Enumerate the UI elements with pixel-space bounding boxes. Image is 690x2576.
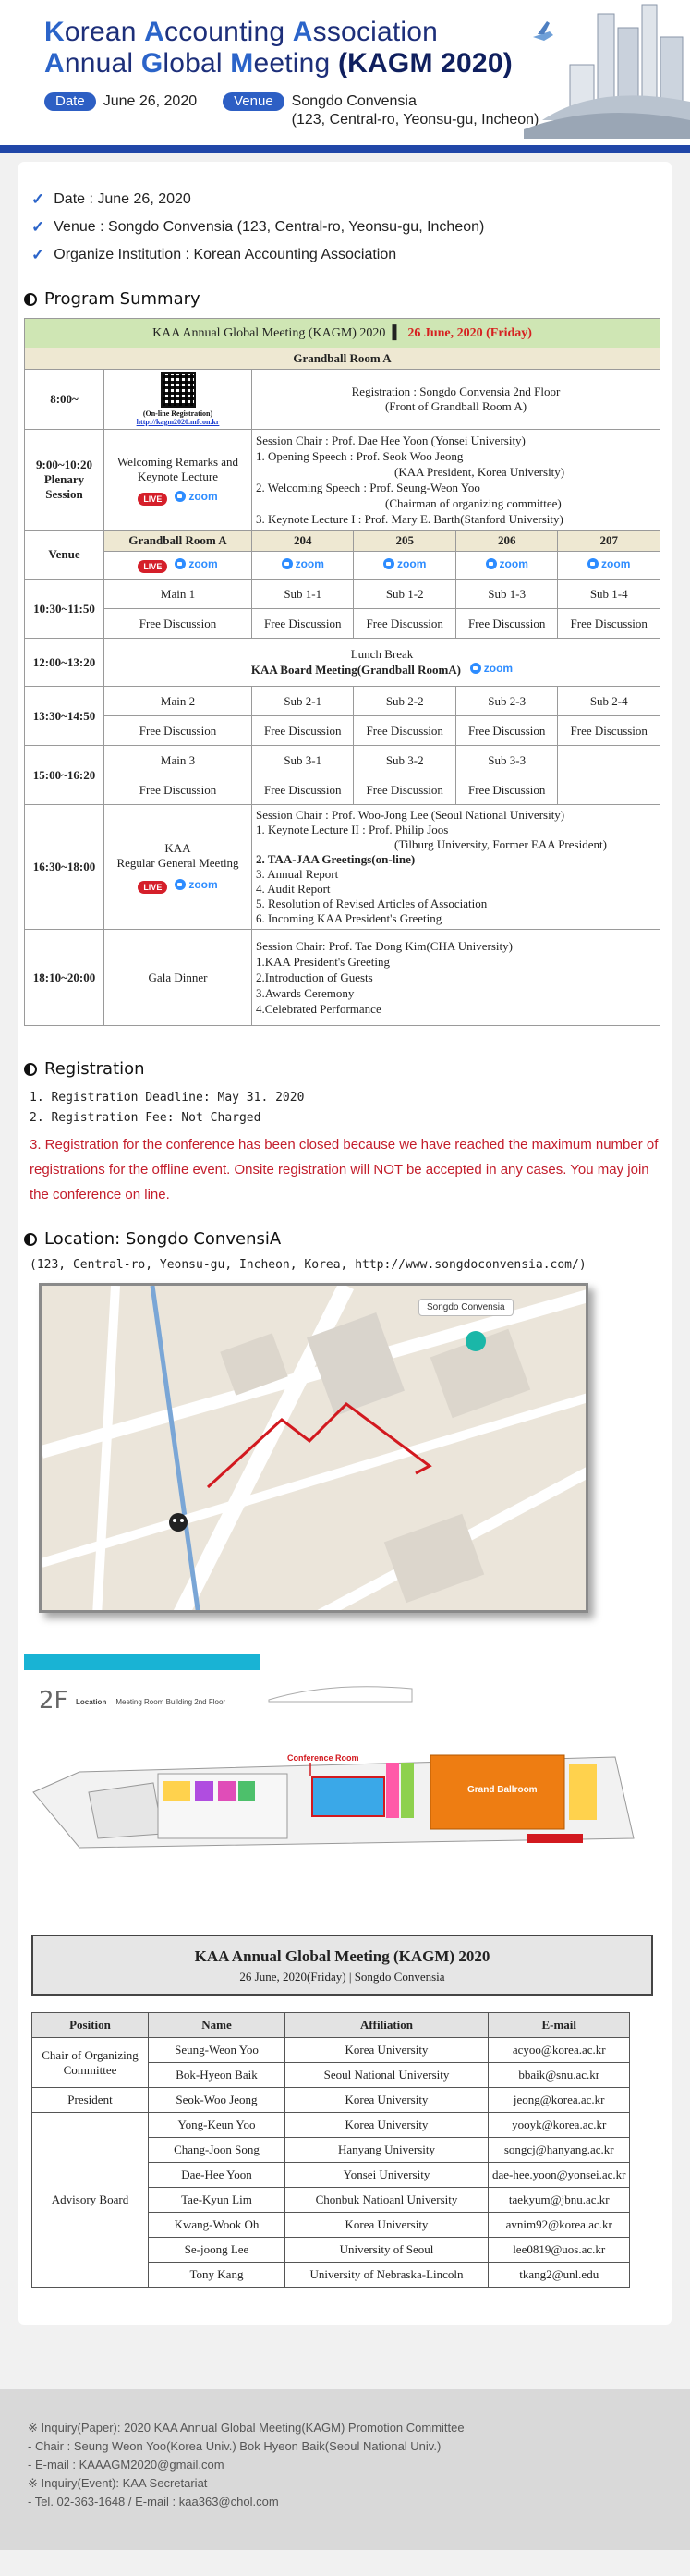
qr-registration[interactable] <box>104 370 252 430</box>
column-header: Name <box>149 2013 285 2038</box>
info-date <box>31 186 660 214</box>
detail-line: 4. Audit Report <box>256 882 331 896</box>
room-links <box>252 552 354 580</box>
committee-table <box>31 2012 630 2288</box>
room-links <box>558 552 660 580</box>
venue-pill: Venue <box>223 92 284 111</box>
detail-line: 2. Welcoming Speech : Prof. Seung-Weon Yoo <box>256 481 480 494</box>
general-meeting-detail <box>252 805 660 930</box>
zoom-icon <box>175 558 186 569</box>
session-name: Sub 1-2 <box>354 580 455 609</box>
zoom-button[interactable] <box>175 878 217 891</box>
title-part: ssociation <box>312 17 439 47</box>
email-cell[interactable]: tkang2@unl.edu <box>489 2263 630 2288</box>
email-cell[interactable]: jeong@korea.ac.kr <box>489 2088 630 2113</box>
zoom-label: zoom <box>483 662 514 675</box>
registration-line: Registration : Songdo Convensia 2nd Floor <box>351 385 561 398</box>
info-text: Venue : Songdo Convensia (123, Central-ro, Yeonsu-gu, Incheon) <box>54 219 485 235</box>
free-discussion: Free Discussion <box>104 716 252 746</box>
empty-cell <box>558 746 660 775</box>
zoom-label: zoom <box>295 557 324 570</box>
half-circle-icon <box>24 1233 37 1246</box>
detail-line: (Tilburg University, Former EAA President) <box>394 837 607 851</box>
name-cell: Dae-Hee Yoon <box>149 2163 285 2188</box>
title-part: eeting <box>253 48 338 79</box>
free-discussion: Free Discussion <box>558 609 660 639</box>
affiliation-cell: Yonsei University <box>285 2163 489 2188</box>
room-name: Grandball Room A <box>104 531 252 552</box>
affiliation-cell: Seoul National University <box>285 2063 489 2088</box>
zoom-icon <box>383 558 394 569</box>
half-circle-icon <box>24 293 37 306</box>
position-cell: Chair of Organizing Committee <box>32 2038 149 2088</box>
general-meeting-title <box>104 805 252 930</box>
title-cap: K <box>44 17 65 47</box>
room-header: Grandball Room A <box>25 348 660 370</box>
free-discussion: Free Discussion <box>558 716 660 746</box>
name-cell: Tony Kang <box>149 2263 285 2288</box>
content-card <box>18 162 672 2325</box>
zoom-icon <box>470 663 481 674</box>
committee-header <box>31 1935 653 1996</box>
free-discussion: Free Discussion <box>354 609 455 639</box>
conference-room-label: Conference Room <box>287 1753 359 1763</box>
time-text: Session <box>45 487 83 501</box>
lunch-cell <box>104 639 660 687</box>
session-name: Sub 1-4 <box>558 580 660 609</box>
zoom-button[interactable] <box>175 557 217 570</box>
info-list <box>24 186 660 269</box>
name-cell: Kwang-Wook Oh <box>149 2213 285 2238</box>
info-text: Organize Institution : Korean Accounting Association <box>54 247 397 262</box>
gm-title: Regular General Meeting <box>116 855 239 870</box>
free-discussion: Free Discussion <box>455 609 557 639</box>
time-slot: 18:10~20:00 <box>25 930 104 1026</box>
email-cell[interactable]: songcj@hanyang.ac.kr <box>489 2138 630 2163</box>
session-name: Sub 1-3 <box>455 580 557 609</box>
venue-value <box>292 92 539 129</box>
grand-ballroom-label: Grand Ballroom <box>467 1785 538 1795</box>
detail-line: Session Chair: Prof. Tae Dong Kim(CHA University) <box>256 939 513 953</box>
room-name: 205 <box>354 531 455 552</box>
affiliation-cell: University of Seoul <box>285 2238 489 2263</box>
time-slot: 12:00~13:20 <box>25 639 104 687</box>
title-kagm: (KAGM 2020) <box>337 48 513 79</box>
zoom-button[interactable] <box>282 557 324 570</box>
section-title-text: Location: Songdo ConvensiA <box>44 1229 282 1249</box>
title-cap: A <box>44 48 65 79</box>
detail-line: 4.Celebrated Performance <box>256 1002 381 1016</box>
free-discussion: Free Discussion <box>104 609 252 639</box>
footer <box>0 2389 690 2550</box>
detail-line: 1.KAA President's Greeting <box>256 955 390 969</box>
time-slot <box>25 430 104 531</box>
email-cell[interactable]: lee0819@uos.ac.kr <box>489 2238 630 2263</box>
floor-plan-drawing <box>24 1654 661 1903</box>
qr-caption: (On-line Registration) <box>142 409 213 418</box>
qr-code-icon[interactable] <box>161 372 196 408</box>
affiliation-cell: Korea University <box>285 2088 489 2113</box>
zoom-button[interactable] <box>587 557 630 570</box>
zoom-label: zoom <box>499 557 528 570</box>
title-cap: A <box>144 17 165 47</box>
lunch-text: Lunch Break <box>350 647 414 661</box>
banner-left: KAA Annual Global Meeting (KAGM) 2020 <box>152 325 386 340</box>
zoom-icon <box>175 879 186 890</box>
info-text: Date : June 26, 2020 <box>54 191 191 207</box>
footer-line: ※ Inquiry(Paper): 2020 KAA Annual Global Meeting(KAGM) Promotion Committee <box>28 2421 465 2435</box>
section-title-text: Registration <box>44 1059 145 1079</box>
zoom-label: zoom <box>188 877 218 891</box>
detail-line: Session Chair : Prof. Woo-Jong Lee (Seoul National University) <box>256 808 565 822</box>
detail-line: 2.Introduction of Guests <box>256 971 373 984</box>
time-text: Plenary <box>43 472 85 486</box>
committee-subtitle: 26 June, 2020(Friday) | Songdo Convensia <box>239 1970 445 1984</box>
registration-fee: 2. Registration Fee: Not Charged <box>30 1111 261 1125</box>
live-button[interactable]: LIVE <box>138 493 167 506</box>
info-organizer <box>31 241 660 269</box>
map-drawing <box>42 1286 588 1613</box>
footer-line: - Tel. 02-363-1648 / E-mail : kaa363@chol.com <box>28 2495 279 2509</box>
detail-line: Session Chair : Prof. Dae Hee Yoon (Yonsei University) <box>256 433 526 447</box>
affiliation-cell: University of Nebraska-Lincoln <box>285 2263 489 2288</box>
venue-name: Songdo Convensia <box>291 93 417 109</box>
detail-line: (Chairman of organizing committee) <box>385 496 562 510</box>
gm-title: KAA <box>164 840 191 855</box>
title-cap: A <box>292 17 313 47</box>
registration-notice: 3. Registration for the conference has been closed because we have reached the maximum number of registrations for the offline event. Onsite registration will NOT be accepted in any cases. You may join the conference on line. <box>30 1137 659 1203</box>
detail-line: 1. Opening Speech : Prof. Seok Woo Jeong <box>256 449 464 463</box>
location-address: (123, Central-ro, Yeonsu-gu, Incheon, Korea, http://www.songdoconvensia.com/) <box>30 1258 587 1272</box>
zoom-label: zoom <box>188 489 218 503</box>
date-value: June 26, 2020 <box>103 93 198 109</box>
detail-line: 1. Keynote Lecture II : Prof. Philip Joos <box>256 823 449 836</box>
session-name: Sub 2-1 <box>252 687 354 716</box>
detail-line: 3.Awards Ceremony <box>256 986 355 1000</box>
affiliation-cell: Korea University <box>285 2038 489 2063</box>
floor-loc-label: Location <box>76 1698 107 1706</box>
email-cell[interactable]: avnim92@korea.ac.kr <box>489 2213 630 2238</box>
session-name: Main 2 <box>104 687 252 716</box>
column-header: Affiliation <box>285 2013 489 2038</box>
session-name: Sub 3-1 <box>252 746 354 775</box>
header <box>0 0 690 153</box>
plenary-title-cell <box>104 430 252 531</box>
name-cell: Chang-Joon Song <box>149 2138 285 2163</box>
floor-plan <box>24 1654 660 1903</box>
free-discussion: Free Discussion <box>104 775 252 805</box>
section-title-text: Program Summary <box>44 289 200 309</box>
program-banner <box>25 319 660 348</box>
free-discussion: Free Discussion <box>354 716 455 746</box>
title-cap: M <box>230 48 254 79</box>
affiliation-cell: Chonbuk Natioanl University <box>285 2188 489 2213</box>
name-cell: Yong-Keun Yoo <box>149 2113 285 2138</box>
free-discussion: Free Discussion <box>354 775 455 805</box>
committee-title: KAA Annual Global Meeting (KAGM) 2020 <box>194 1947 490 1965</box>
location-title <box>24 1229 660 1249</box>
free-discussion: Free Discussion <box>252 716 354 746</box>
time-slot: 13:30~14:50 <box>25 687 104 746</box>
venue-address: (123, Central-ro, Yeonsu-gu, Incheon) <box>291 112 539 128</box>
footer-line: ※ Inquiry(Event): KAA Secretariat <box>28 2476 208 2490</box>
gala-detail <box>252 930 660 1026</box>
time-slot: 15:00~16:20 <box>25 746 104 805</box>
affiliation-cell: Hanyang University <box>285 2138 489 2163</box>
email-cell[interactable]: bbaik@snu.ac.kr <box>489 2063 630 2088</box>
zoom-label: zoom <box>397 557 427 570</box>
check-icon: ✓ <box>31 218 45 236</box>
email-cell[interactable]: taekyum@jbnu.ac.kr <box>489 2188 630 2213</box>
registration-list <box>24 1088 660 1129</box>
room-name: 207 <box>558 531 660 552</box>
zoom-icon <box>587 558 599 569</box>
position-cell: President <box>32 2088 149 2113</box>
committee-wrap <box>24 2012 660 2288</box>
session-name: Main 1 <box>104 580 252 609</box>
room-links <box>455 552 557 580</box>
name-cell: Bok-Hyeon Baik <box>149 2063 285 2088</box>
live-button[interactable]: LIVE <box>138 560 167 573</box>
title-part: lobal <box>163 48 231 79</box>
stream-links <box>108 878 248 894</box>
date-pill: Date <box>44 92 96 111</box>
email-cell[interactable]: acyoo@korea.ac.kr <box>489 2038 630 2063</box>
half-circle-icon <box>24 1063 37 1076</box>
floor-label: 2F <box>39 1687 68 1715</box>
registration-line: (Front of Grandball Room A) <box>384 399 527 413</box>
name-cell: Seung-Weon Yoo <box>149 2038 285 2063</box>
session-name: Sub 2-2 <box>354 687 455 716</box>
session-name: Main 3 <box>104 746 252 775</box>
session-name: Sub 3-3 <box>455 746 557 775</box>
zoom-label: zoom <box>188 557 218 570</box>
stream-links <box>108 490 248 506</box>
affiliation-cell: Korea University <box>285 2213 489 2238</box>
room-links <box>104 552 252 580</box>
detail-line: 2. TAA-JAA Greetings(on-line) <box>256 852 416 866</box>
zoom-label: zoom <box>601 557 631 570</box>
footer-line: - Chair : Seung Weon Yoo(Korea Univ.) Bok Hyeon Baik(Seoul National Univ.) <box>28 2439 442 2453</box>
detail-line: 3. Keynote Lecture I : Prof. Mary E. Barth(Stanford University) <box>256 512 563 526</box>
zoom-button[interactable] <box>486 557 528 570</box>
location-map[interactable] <box>39 1283 588 1613</box>
detail-line: (KAA President, Korea University) <box>394 465 565 479</box>
name-cell: Tae-Kyun Lim <box>149 2188 285 2213</box>
live-button[interactable]: LIVE <box>138 881 167 894</box>
email-cell[interactable]: dae-hee.yoon@yonsei.ac.kr <box>489 2163 630 2188</box>
floor-loc-text: Meeting Room Building 2nd Floor <box>115 1698 226 1706</box>
room-links <box>354 552 455 580</box>
registration-title <box>24 1059 660 1079</box>
empty-cell <box>558 775 660 805</box>
time-slot: 16:30~18:00 <box>25 805 104 930</box>
map-venue-label: Songdo Convensia <box>418 1299 514 1316</box>
info-venue <box>31 214 660 241</box>
footer-line: - E-mail : KAAAGM2020@gmail.com <box>28 2458 224 2472</box>
room-name: 204 <box>252 531 354 552</box>
name-cell: Se-joong Lee <box>149 2238 285 2263</box>
detail-line: 3. Annual Report <box>256 867 339 881</box>
registration-cell <box>252 370 660 430</box>
title-part: nnual <box>64 48 141 79</box>
room-name: 206 <box>455 531 557 552</box>
free-discussion: Free Discussion <box>455 716 557 746</box>
zoom-icon <box>282 558 293 569</box>
program-table <box>24 318 660 1026</box>
title-part: orean <box>64 17 145 47</box>
zoom-icon <box>486 558 497 569</box>
plenary-detail <box>252 430 660 531</box>
time-slot: 10:30~11:50 <box>25 580 104 639</box>
session-name: Sub 3-2 <box>354 746 455 775</box>
banner-date: 26 June, 2020 (Friday) <box>407 325 532 340</box>
zoom-button[interactable] <box>470 662 513 675</box>
free-discussion: Free Discussion <box>252 609 354 639</box>
title-part: ccounting <box>164 17 293 47</box>
gala-title: Gala Dinner <box>104 930 252 1026</box>
session-name: Sub 1-1 <box>252 580 354 609</box>
program-summary-title <box>24 289 660 309</box>
board-meeting: KAA Board Meeting(Grandball RoomA) <box>250 663 462 677</box>
venue-label: Venue <box>25 531 104 580</box>
column-header: Position <box>32 2013 149 2038</box>
free-discussion: Free Discussion <box>455 775 557 805</box>
email-cell[interactable]: yooyk@korea.ac.kr <box>489 2113 630 2138</box>
zoom-button[interactable] <box>175 490 217 503</box>
detail-line: 6. Incoming KAA President's Greeting <box>256 911 442 925</box>
header-band <box>0 145 690 153</box>
affiliation-cell: Korea University <box>285 2113 489 2138</box>
name-cell: Seok-Woo Jeong <box>149 2088 285 2113</box>
session-name: Sub 2-3 <box>455 687 557 716</box>
registration-deadline: 1. Registration Deadline: May 31. 2020 <box>30 1091 305 1105</box>
time-slot: 8:00~ <box>25 370 104 430</box>
zoom-button[interactable] <box>383 557 426 570</box>
session-name: Sub 2-4 <box>558 687 660 716</box>
title-cap: G <box>140 48 163 79</box>
zoom-icon <box>175 491 186 502</box>
time-text: 9:00~10:20 <box>36 458 92 471</box>
qr-link[interactable]: http://kagm2020.mfcon.kr <box>136 418 220 426</box>
check-icon: ✓ <box>31 246 45 263</box>
plenary-title: Welcoming Remarks and Keynote Lecture <box>116 454 239 483</box>
check-icon: ✓ <box>31 190 45 208</box>
free-discussion: Free Discussion <box>252 775 354 805</box>
column-header: E-mail <box>489 2013 630 2038</box>
detail-line: 5. Resolution of Revised Articles of Association <box>256 897 488 910</box>
position-cell: Advisory Board <box>32 2113 149 2288</box>
banner-mark: ▌ <box>392 325 402 340</box>
city-skyline-icon <box>514 0 690 139</box>
